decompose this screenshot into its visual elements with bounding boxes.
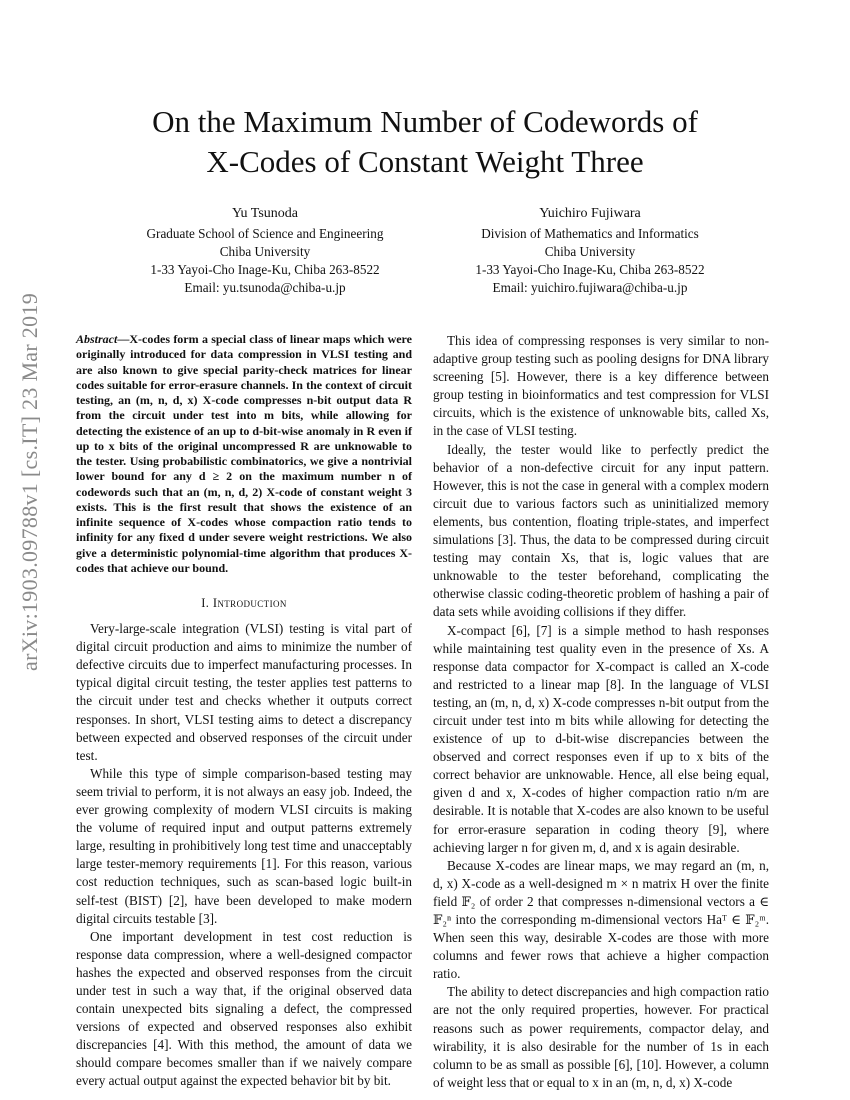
abstract-label: Abstract bbox=[76, 332, 118, 346]
author-block-2 bbox=[420, 205, 760, 297]
body-paragraph: This idea of compressing responses is very similar to non-adaptive group testing such as pooling designs for DNA library screening [5]. However, there is a key difference between group testing in bioinformatics and test compression for VLSI circuits, which is the existence of unknowable bits, called Xs, in the case of VLSI testing. bbox=[433, 333, 769, 439]
body-paragraph: Ideally, the tester would like to perfectly predict the behavior of a non-defective circuit for any input pattern. However, this is not the case in general with a complex modern circuit due to various factors such as uninitialized memory elements, bus contention, floating triple-states, and imperfect simulations [3]. Thus, the data to be compressed during circuit testing may contain Xs, that is, logic values that are unknowable to the tester beforehand, complicating the otherwise classic coding-theoretic problem of hashing a pair of data sets while avoiding collisions if they differ. bbox=[433, 441, 769, 620]
author-name: Yu Tsunoda bbox=[231, 206, 299, 221]
paper-title bbox=[100, 102, 750, 182]
body-paragraph: One important development in test cost reduction is response data compression, where a well-designed compactor hashes the expected and observed responses from the circuit under test in such a way that, if the original observed data contain unexpected bits signaling a defect, the compressed versions of expected and observed responses also exhibit discrepancies [4]. With this method, the amount of data we should compare becomes smaller than if we naively compare every actual output against the expected behavior bit by bit. bbox=[76, 928, 412, 1089]
abstract-text: —X-codes form a special class of linear maps which were originally introduced for data compression in VLSI testing and are also known to give special parity-check matrices for linear codes suitable for error-erasure channels. In the context of circuit testing, an (m, n, d, x) X-code compresses n-bit output data R from the circuit under test into m bits, while allowing for detecting the existence of an up to d-bit-wise anomaly in R even if up to x bits of the original uncompressed R are unknowable to the tester. Using probabilistic combinatorics, we give a nontrivial lower bound for any d ≥ 2 on the maximum number n of codewords such that an (m, n, d, 2) X-code of constant weight 3 exists. This is the first result that shows the existence of an infinite sequence of X-codes whose compaction ratio tends to infinity for any fixed d under severe weight restrictions. We also give a deterministic polynomial-time algorithm that produces X-codes that achieve our bound. bbox=[76, 332, 412, 575]
author-block-1 bbox=[95, 205, 435, 297]
left-column bbox=[76, 332, 412, 1091]
author-university: Chiba University bbox=[544, 244, 636, 259]
body-paragraph: Because X-codes are linear maps, we may regard an (m, n, d, x) X-code as a well-designed m × n matrix H over the finite field 𝔽₂ of order 2 that compresses n-dimensional vectors a ∈ 𝔽₂ⁿ into the corresponding m-dimensional vectors Haᵀ ∈ 𝔽₂ᵐ. When seen this way, desirable X-codes are those with more columns and fewer rows that achieve a higher compaction ratio. bbox=[433, 857, 769, 982]
arxiv-identifier: arXiv:1903.09788v1 [cs.IT] 23 Mar 2019 bbox=[17, 293, 42, 671]
abstract bbox=[76, 332, 412, 576]
body-paragraph: While this type of simple comparison-based testing may seem trivial to perform, it is not always an easy job. Indeed, the ever growing complexity of modern VLSI circuits is making the volume of required input and output patterns extremely large, resulting in prohibitively long test time and unacceptably large tester-memory requirements [1]. For this reason, various cost reduction techniques, such as scan-based logic built-in self-test (BIST) [2], have been developed to make modern digital circuits testable [3]. bbox=[76, 765, 412, 926]
author-address: 1-33 Yayoi-Cho Inage-Ku, Chiba 263-8522 bbox=[150, 262, 380, 277]
right-column bbox=[433, 332, 769, 1092]
author-affiliation: Graduate School of Science and Engineering bbox=[146, 226, 384, 241]
body-paragraph: X-compact [6], [7] is a simple method to hash responses while maintaining test quality even in the presence of Xs. A response data compactor for X-compact is called an X-code and restricted to a linear map [8]. In the language of VLSI testing, an (m, n, d, x) X-code compresses n-bit output from the circuit under test into m bits while allowing for detecting the existence of up to d-bit-wise discrepancies between the observed and correct responses even if up to x bits of the correct behavior are unknowable. Hence, all else being equal, given d and x, X-codes of higher compaction ratio n/m are desirable. It is notable that X-codes are also known to be useful for error-erasure separation in coding theory [9], where achieving larger n for given m, d, and x is again desirable. bbox=[433, 622, 769, 855]
author-address: 1-33 Yayoi-Cho Inage-Ku, Chiba 263-8522 bbox=[475, 262, 705, 277]
author-email: Email: yu.tsunoda@chiba-u.jp bbox=[184, 280, 346, 295]
author-email: Email: yuichiro.fujiwara@chiba-u.jp bbox=[492, 280, 688, 295]
body-paragraph: The ability to detect discrepancies and high compaction ratio are not the only required properties, however. For practical reasons such as power requirements, compactor delay, and wirability, it is also desirable for the number of 1s in each column to be as small as possible [6], [10]. However, a column of weight less that or equal to x in an (m, n, d, x) X-code bbox=[433, 984, 769, 1090]
title-line-1: On the Maximum Number of Codewords of bbox=[152, 104, 698, 139]
title-line-2: X-Codes of Constant Weight Three bbox=[206, 144, 644, 179]
arxiv-sidebar-stamp bbox=[2, 272, 58, 692]
author-affiliation: Division of Mathematics and Informatics bbox=[481, 226, 699, 241]
author-name: Yuichiro Fujiwara bbox=[539, 206, 641, 221]
section-heading-introduction: I. Introduction bbox=[201, 596, 287, 610]
author-university: Chiba University bbox=[219, 244, 311, 259]
body-paragraph: Very-large-scale integration (VLSI) testing is vital part of digital circuit production and aims to minimize the number of defective circuits due to imperfect manufacturing processes. In typical digital circuit testing, the tester applies test patterns to the circuit under test and checks whether it outputs correct responses. In short, VLSI testing aims to detect a discrepancy between expected and observed responses of the circuit under test. bbox=[76, 621, 412, 763]
